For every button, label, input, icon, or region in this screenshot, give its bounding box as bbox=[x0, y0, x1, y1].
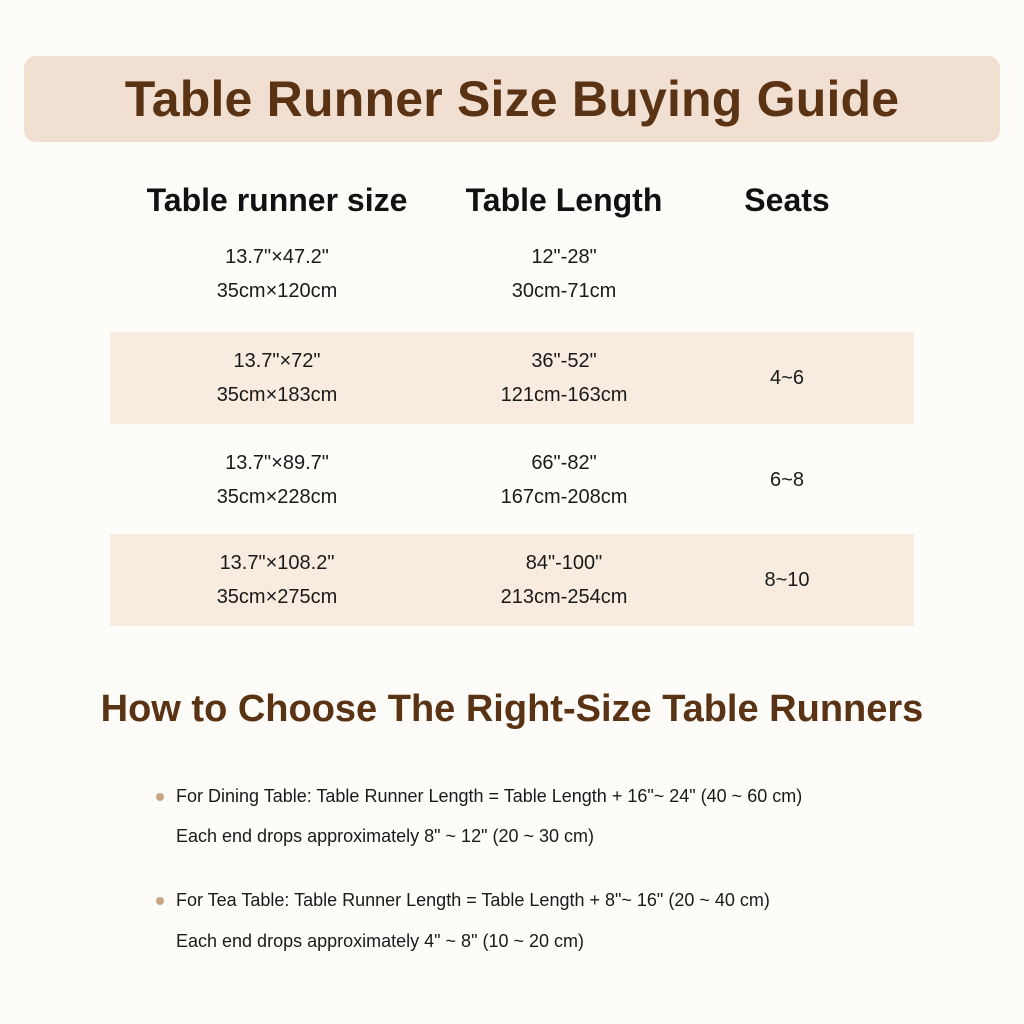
table-length-cell bbox=[434, 534, 694, 626]
header-runner-size: Table runner size bbox=[146, 182, 408, 218]
bullet-icon bbox=[156, 897, 164, 905]
table-row bbox=[110, 534, 914, 626]
size-inches: 13.7"×89.7" bbox=[225, 452, 329, 474]
table-length-cell bbox=[434, 332, 694, 424]
seats-value: 4~6 bbox=[770, 367, 804, 389]
tea-table-drop: Each end drops approximately 4" ~ 8" (10 ~ 20 cm) bbox=[176, 931, 584, 951]
seats-cell bbox=[694, 228, 880, 320]
seats-value: 8~10 bbox=[764, 569, 810, 591]
seats-cell bbox=[694, 534, 880, 626]
seats-cell bbox=[694, 332, 880, 424]
table-row bbox=[110, 434, 914, 526]
dining-table-formula: For Dining Table: Table Runner Length = Table Length + 16"~ 24" (40 ~ 60 cm) bbox=[176, 786, 803, 806]
page-title: Table Runner Size Buying Guide bbox=[124, 71, 900, 127]
length-cm: 30cm-71cm bbox=[511, 280, 617, 302]
runner-size-cell bbox=[120, 434, 434, 526]
seats-value: 6~8 bbox=[770, 469, 804, 491]
tea-table-formula: For Tea Table: Table Runner Length = Table Length + 8"~ 16" (20 ~ 40 cm) bbox=[176, 890, 770, 910]
size-inches: 13.7"×72" bbox=[233, 350, 321, 372]
seats-cell bbox=[694, 434, 880, 526]
length-cm: 121cm-163cm bbox=[500, 384, 628, 406]
table-length-cell bbox=[434, 228, 694, 320]
dining-table-drop: Each end drops approximately 8" ~ 12" (20 ~ 30 cm) bbox=[176, 826, 595, 846]
size-inches: 13.7"×47.2" bbox=[225, 246, 329, 268]
length-inches: 84"-100" bbox=[525, 552, 603, 574]
header-table-length: Table Length bbox=[465, 182, 663, 218]
table-length-cell bbox=[434, 434, 694, 526]
length-cm: 213cm-254cm bbox=[500, 586, 628, 608]
size-cm: 35cm×275cm bbox=[216, 586, 338, 608]
length-cm: 167cm-208cm bbox=[500, 486, 628, 508]
size-inches: 13.7"×108.2" bbox=[219, 552, 335, 574]
runner-size-cell bbox=[120, 228, 434, 320]
size-cm: 35cm×120cm bbox=[216, 280, 338, 302]
runner-size-cell bbox=[120, 534, 434, 626]
header-seats: Seats bbox=[744, 182, 830, 218]
howto-title: How to Choose The Right-Size Table Runners bbox=[100, 688, 924, 730]
length-inches: 66"-82" bbox=[531, 452, 597, 474]
title-banner bbox=[24, 56, 1000, 142]
runner-size-cell bbox=[120, 332, 434, 424]
size-cm: 35cm×183cm bbox=[216, 384, 338, 406]
table-row bbox=[110, 332, 914, 424]
length-inches: 36"-52" bbox=[531, 350, 597, 372]
size-cm: 35cm×228cm bbox=[216, 486, 338, 508]
bullet-icon bbox=[156, 793, 164, 801]
length-inches: 12"-28" bbox=[531, 246, 597, 268]
table-row bbox=[110, 228, 914, 320]
